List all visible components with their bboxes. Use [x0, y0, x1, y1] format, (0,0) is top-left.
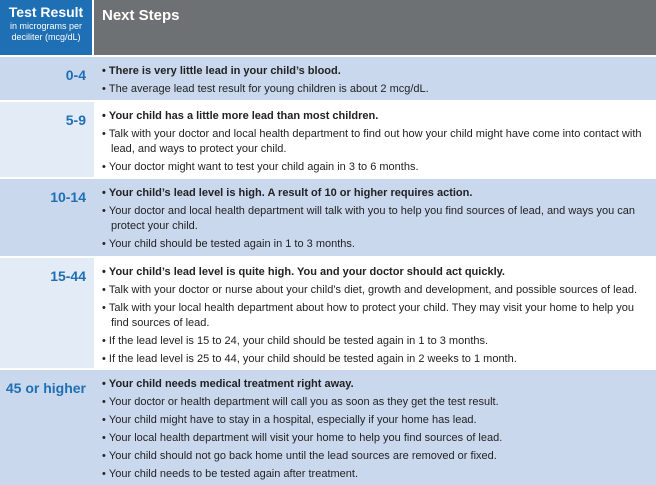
- list-item: • The average lead test result for young children is about 2 mcg/dL.: [102, 82, 648, 97]
- list-item: • Your child should be tested again in 1 to 3 months.: [102, 237, 648, 252]
- table-row: [0, 256, 656, 368]
- list-item: • Talk with your local health department about how to protect your child. They may visit your home to help you find sources of lead.: [102, 301, 648, 331]
- range-cell: 5-9: [0, 102, 94, 177]
- steps-cell: [94, 258, 656, 368]
- steps-cell: [94, 102, 656, 177]
- table-row: [0, 177, 656, 256]
- table-row: [0, 55, 656, 100]
- list-item: • Your child should not go back home until the lead sources are removed or fixed.: [102, 449, 648, 464]
- list-item: • Your doctor or health department will call you as soon as they get the test result.: [102, 395, 648, 410]
- list-item: • Your local health department will visit your home to help you find sources of lead.: [102, 431, 648, 446]
- list-item: • There is very little lead in your child’s blood.: [102, 64, 648, 79]
- test-result-units: in micrograms per deciliter (mcg/dL): [9, 21, 83, 42]
- range-cell: 45 or higher: [0, 370, 94, 485]
- range-cell: 15-44: [0, 258, 94, 368]
- list-item: • If the lead level is 15 to 24, your child should be tested again in 1 to 3 months.: [102, 334, 648, 349]
- list-item: • Your child might have to stay in a hospital, especially if your home has lead.: [102, 413, 648, 428]
- list-item: • Your child needs medical treatment right away.: [102, 377, 648, 392]
- list-item: • Your doctor might want to test your child again in 3 to 6 months.: [102, 160, 648, 175]
- next-steps-header: Next Steps: [94, 0, 656, 55]
- table-row: [0, 368, 656, 485]
- list-item: • Your child’s lead level is high. A result of 10 or higher requires action.: [102, 186, 648, 201]
- table-row: [0, 100, 656, 177]
- list-item: • Your child needs to be tested again after treatment.: [102, 467, 648, 482]
- list-item: • Your child has a little more lead than most children.: [102, 109, 648, 124]
- list-item: • Your child’s lead level is quite high. You and your doctor should act quickly.: [102, 265, 648, 280]
- list-item: • Talk with your doctor or nurse about your child’s diet, growth and development, and possible sources of lead.: [102, 283, 648, 298]
- steps-cell: [94, 179, 656, 256]
- range-cell: 0-4: [0, 57, 94, 100]
- steps-cell: [94, 370, 656, 485]
- range-cell: 10-14: [0, 179, 94, 256]
- list-item: • Your doctor and local health department will talk with you to help you find sources of lead, and ways you can protect your child.: [102, 204, 648, 234]
- list-item: • Talk with your doctor and local health department to find out how your child might have come into contact with lead, and ways to protect your child.: [102, 127, 648, 157]
- test-result-header: [0, 0, 94, 55]
- list-item: • If the lead level is 25 to 44, your child should be tested again in 2 weeks to 1 month.: [102, 352, 648, 367]
- table-header: [0, 0, 656, 55]
- test-result-title: Test Result: [8, 4, 84, 20]
- steps-cell: [94, 57, 656, 100]
